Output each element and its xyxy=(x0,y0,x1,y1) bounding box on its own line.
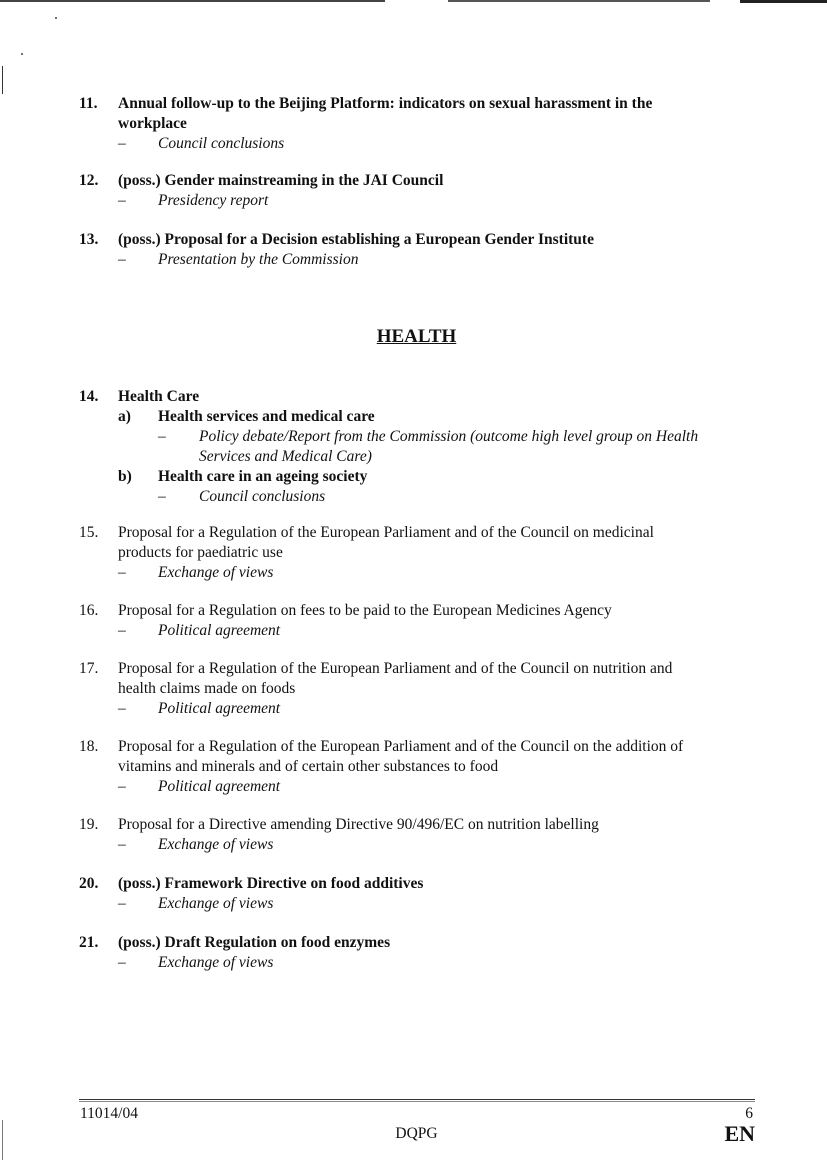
item-title xyxy=(118,933,738,953)
page-number: 6 xyxy=(745,1105,753,1122)
subitem-letter: b) xyxy=(118,468,132,485)
dash-bullet: – xyxy=(118,622,126,639)
dash-bullet: – xyxy=(118,135,126,152)
item-number: 16. xyxy=(79,602,99,619)
subpoint-line: Services and Medical Care) xyxy=(199,448,372,465)
item-title-line: (poss.) Gender mainstreaming in the JAI Council xyxy=(118,172,444,189)
subpoint-line: Policy debate/Report from the Commission (outcome high level group on Health xyxy=(199,428,699,445)
subitem-label: Health services and medical care xyxy=(158,408,375,425)
subpoint-text: Exchange of views xyxy=(158,836,274,853)
item-number: 15. xyxy=(79,524,99,541)
subpoint-text: Presidency report xyxy=(158,192,269,209)
item-title-line: Proposal for a Regulation of the European Parliament and of the Council on the addition of xyxy=(118,738,684,755)
item-title xyxy=(118,94,738,134)
item-title-line: Proposal for a Regulation of the European Parliament and of the Council on medicinal xyxy=(118,524,654,541)
subitem-letter: a) xyxy=(118,408,131,425)
dash-bullet: – xyxy=(118,778,126,795)
dash-bullet: – xyxy=(118,700,126,717)
item-number: 19. xyxy=(79,816,99,833)
item-number: 21. xyxy=(79,934,99,951)
item-title-line: (poss.) Proposal for a Decision establishing a European Gender Institute xyxy=(118,231,594,248)
subpoint-text: Political agreement xyxy=(158,778,281,795)
subitem-a xyxy=(118,407,759,427)
subpoint-line: Council conclusions xyxy=(199,488,326,505)
item-title-line: (poss.) Framework Directive on food additives xyxy=(118,875,424,892)
agenda-item-14 xyxy=(79,387,759,507)
dash-bullet: – xyxy=(118,251,126,268)
item-number: 20. xyxy=(79,875,99,892)
subitem-b xyxy=(118,467,759,487)
item-title xyxy=(118,737,738,777)
subpoint-text: Council conclusions xyxy=(158,135,285,152)
item-title xyxy=(118,171,738,191)
language-code: EN xyxy=(724,1121,755,1146)
top-border-line xyxy=(448,0,710,2)
subpoint-text: Political agreement xyxy=(158,700,281,717)
agenda-item-17 xyxy=(79,659,738,719)
item-title xyxy=(118,601,738,621)
document-reference: 11014/04 xyxy=(80,1105,138,1122)
dash-bullet: – xyxy=(118,192,126,209)
subpoint-text xyxy=(199,427,759,467)
item-title xyxy=(118,659,738,699)
agenda-item-20 xyxy=(79,874,738,914)
dash-bullet: – xyxy=(158,428,166,445)
item-subpoint xyxy=(118,699,738,719)
scan-speck xyxy=(55,17,57,19)
item-subpoint xyxy=(158,427,759,467)
item-title-line: Proposal for a Directive amending Directive 90/496/EC on nutrition labelling xyxy=(118,816,599,833)
subpoint-text: Presentation by the Commission xyxy=(158,251,359,268)
item-number: 17. xyxy=(79,660,99,677)
item-title-line: Annual follow-up to the Beijing Platform: indicators on sexual harassment in the xyxy=(118,95,653,112)
agenda-item-16 xyxy=(79,601,738,641)
item-subpoint xyxy=(118,621,738,641)
item-subpoint xyxy=(118,250,738,270)
item-title-line: vitamins and minerals and of certain other substances to food xyxy=(118,758,499,775)
item-subpoint xyxy=(118,953,738,973)
item-subpoint xyxy=(118,777,738,797)
item-title: Health Care xyxy=(118,388,200,405)
agenda-item-19 xyxy=(79,815,738,855)
item-title xyxy=(118,874,738,894)
item-subpoint xyxy=(158,487,759,507)
agenda-item-11 xyxy=(79,94,738,154)
item-subpoint xyxy=(118,563,738,583)
item-title xyxy=(118,815,738,835)
agenda-item-13 xyxy=(79,230,738,270)
top-border-line xyxy=(740,0,827,3)
item-title-line: health claims made on foods xyxy=(118,680,296,697)
dash-bullet: – xyxy=(118,836,126,853)
item-number: 12. xyxy=(79,172,99,189)
item-number: 13. xyxy=(79,231,99,248)
item-subpoint xyxy=(118,134,738,154)
item-title-line: Proposal for a Regulation on fees to be paid to the European Medicines Agency xyxy=(118,602,612,619)
subitem-label: Health care in an ageing society xyxy=(158,468,368,485)
directorate-code: DQPG xyxy=(395,1125,438,1142)
dash-bullet: – xyxy=(118,954,126,971)
item-title-line: products for paediatric use xyxy=(118,544,283,561)
agenda-item-21 xyxy=(79,933,738,973)
subpoint-text: Exchange of views xyxy=(158,954,274,971)
item-title xyxy=(118,230,738,250)
item-title-line: Proposal for a Regulation of the European Parliament and of the Council on nutrition and xyxy=(118,660,673,677)
dash-bullet: – xyxy=(118,564,126,581)
scan-edge-mark xyxy=(2,66,3,94)
agenda-item-15 xyxy=(79,523,738,583)
top-border-line xyxy=(0,0,385,2)
footer-rule xyxy=(79,1101,755,1102)
scan-speck xyxy=(21,53,23,55)
footer-rule xyxy=(79,1099,755,1100)
agenda-item-12 xyxy=(79,171,738,211)
item-subpoint xyxy=(118,835,738,855)
agenda-item-18 xyxy=(79,737,738,797)
item-title-line: (poss.) Draft Regulation on food enzymes xyxy=(118,934,391,951)
item-number: 11. xyxy=(79,95,98,112)
subpoint-text xyxy=(199,487,759,507)
subpoint-text: Political agreement xyxy=(158,622,281,639)
item-subpoint xyxy=(118,894,738,914)
item-title xyxy=(118,523,738,563)
dash-bullet: – xyxy=(158,488,166,505)
item-number: 14. xyxy=(79,388,99,405)
subpoint-text: Exchange of views xyxy=(158,564,274,581)
subpoint-text: Exchange of views xyxy=(158,895,274,912)
item-subpoint xyxy=(118,191,738,211)
item-number: 18. xyxy=(79,738,99,755)
item-title-line: workplace xyxy=(118,115,187,132)
section-heading: HEALTH xyxy=(376,326,457,347)
dash-bullet: – xyxy=(118,895,126,912)
